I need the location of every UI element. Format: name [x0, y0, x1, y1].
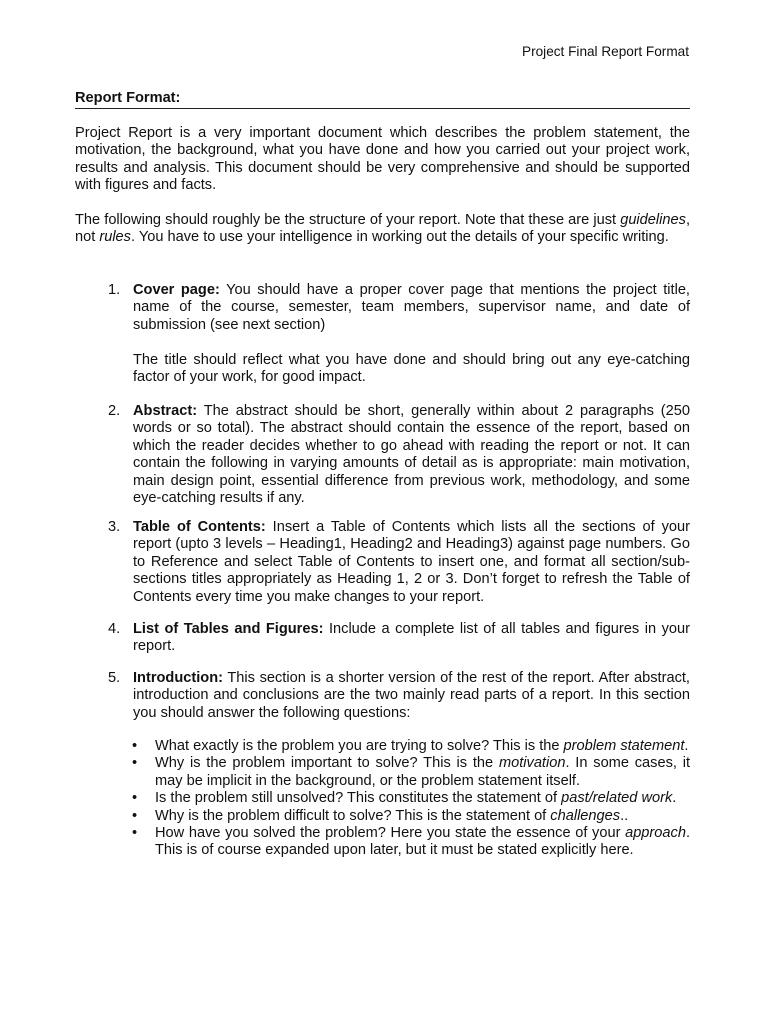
cover-page-title-note: The title should reflect what you have done and should bring out any eye-catching factor of your work, for good impact. — [133, 351, 690, 386]
bullet-icon: • — [132, 755, 138, 772]
tables-figures-label: List of Tables and Figures: — [133, 621, 324, 637]
list-item — [132, 808, 690, 825]
toc-text — [133, 519, 690, 606]
cover-page-description: You should have a proper cover page that mentions the project title, name of the course, semester, team members, supervisor name, and date of submission (see next section) — [133, 282, 690, 333]
introduction-description: This section is a shorter version of the rest of the report. After abstract, introduction and conclusions are the two mainly read parts of a report. In this section you should answer the following questions: — [133, 670, 690, 721]
cover-page-text — [133, 282, 690, 334]
bullet-emphasis: problem statement — [563, 738, 685, 754]
structure-text-c: , not — [75, 212, 690, 246]
list-number: 3. — [108, 519, 121, 535]
bullet-text: Why is the problem important to solve? This is the — [155, 755, 499, 772]
structure-paragraph — [75, 212, 690, 247]
bullet-icon: • — [132, 790, 138, 807]
cover-page-label: Cover page: — [133, 282, 220, 298]
list-item — [132, 755, 690, 790]
intro-paragraph: Project Report is a very important document which describes the problem statement, the motivation, the background, what you have done and how you carried out your project work, results and analysis. This document should be very comprehensive and should be supported with figures and facts. — [75, 125, 690, 194]
list-item-cover-page — [108, 282, 690, 386]
bullet-text-end: . This is of course expanded upon later, but it must be stated explicitly here. — [155, 825, 690, 859]
list-item — [132, 790, 690, 807]
bullet-text: What exactly is the problem you are trying to solve? This is the — [155, 738, 564, 754]
section-title: Report Format: — [75, 90, 690, 109]
bullet-emphasis: approach — [625, 825, 686, 842]
bullet-text-end: . In some cases, it may be implicit in the background, or the problem statement itself. — [155, 755, 691, 789]
bullet-text: Why is the problem difficult to solve? This is the statement of — [155, 807, 551, 824]
bullet-text: Is the problem still unsolved? This constitutes the statement of — [155, 790, 562, 807]
bullet-text-end: . — [672, 790, 677, 807]
bullet-icon: • — [132, 825, 138, 842]
bullet-text: How have you solved the problem? Here you state the essence of your — [155, 825, 626, 842]
tables-figures-text — [133, 621, 690, 656]
list-item-tables-figures — [108, 621, 690, 656]
list-item — [132, 825, 690, 860]
abstract-text — [133, 403, 690, 507]
structure-text-e: . You have to use your intelligence in working out the details of your specific writing. — [130, 229, 669, 246]
bullet-text-end: .. — [620, 807, 629, 824]
bullet-text-end: . — [684, 738, 689, 754]
abstract-label: Abstract: — [133, 403, 198, 419]
list-item-table-of-contents — [108, 519, 690, 606]
bullet-icon: • — [132, 738, 138, 754]
toc-label: Table of Contents: — [133, 519, 266, 535]
bullet-icon: • — [132, 807, 138, 824]
bullet-emphasis: past/related work — [561, 790, 673, 807]
guidelines-emphasis: guidelines — [620, 212, 686, 228]
abstract-description: The abstract should be short, generally within about 2 paragraphs (250 words or so total). The abstract should contain the essence of the report, based on which the reader decides whether to go ahead with reading the report or not. It can contain the following in varying amounts of detail as is appropriate: main motivation, main design point, essential difference from previous work, methodology, and some eye-catching results if any. — [133, 403, 690, 507]
introduction-questions — [132, 738, 690, 860]
structure-text-a: The following should roughly be the structure of your report. Note that these are just — [75, 212, 621, 228]
list-number: 1. — [108, 282, 121, 298]
bullet-emphasis: motivation — [498, 755, 566, 772]
tables-figures-description: Include a complete list of all tables and figures in your report. — [133, 621, 690, 655]
introduction-label: Introduction: — [133, 670, 223, 686]
list-number: 4. — [108, 621, 121, 637]
list-item-abstract — [108, 403, 690, 507]
list-item — [132, 738, 690, 755]
introduction-text — [133, 670, 690, 722]
rules-emphasis: rules — [99, 229, 131, 246]
bullet-emphasis: challenges — [550, 807, 621, 824]
toc-description: Insert a Table of Contents which lists all the sections of your report (upto 3 levels – Heading1, Heading2 and Heading3) against page numbers. Go to Reference and select Table of Contents to insert one, and format all section/sub-sections titles appropriately as Heading 1, 2 or 3. Don’t forget to refresh the Table of Contents every time you make changes to your report. — [133, 519, 691, 605]
page-header: Project Final Report Format — [522, 44, 689, 59]
list-item-introduction — [108, 670, 690, 722]
list-number: 5. — [108, 670, 121, 686]
list-number: 2. — [108, 403, 121, 419]
